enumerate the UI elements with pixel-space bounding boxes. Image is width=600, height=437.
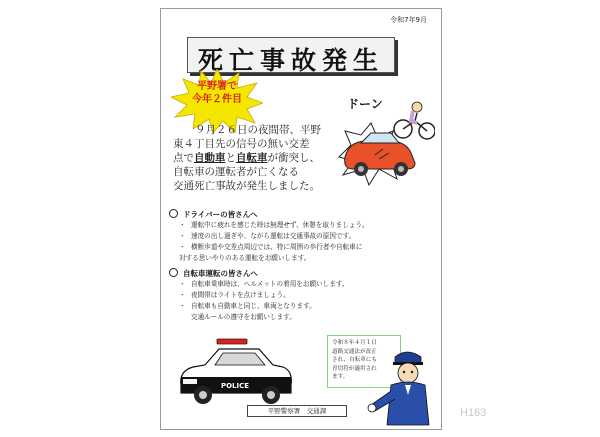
drivers-item-3: 横断歩道や交差点周辺では、特に周囲の歩行者や自転車に xyxy=(191,243,363,251)
notice-line-2: 道路交通法が改正 xyxy=(332,348,377,355)
cyclists-item-3: 自転車も自動車と同じ、車両となります。 xyxy=(191,302,316,310)
cyclists-heading-text: 自転車運転の皆さんへ xyxy=(183,269,258,278)
police-car-illustration xyxy=(175,333,295,409)
title-box xyxy=(187,37,395,73)
story-bike-word: 自転車 xyxy=(236,152,268,164)
notice-line-3: され、自転車にも xyxy=(332,357,378,363)
story-line-3 xyxy=(173,151,349,165)
cyclists-list xyxy=(179,279,437,323)
drivers-heading xyxy=(169,209,257,220)
story-line-4: 自転車の運転者が亡くなる xyxy=(173,166,299,178)
drivers-heading-text: ドライバーの皆さんへ xyxy=(183,210,258,219)
burst-line-1: 平野署で xyxy=(197,81,237,92)
cyclists-item-2: 夜間帯はライトを点けましょう。 xyxy=(191,291,290,299)
cyclists-item-3-cont: 交通ルールの遵守をお願いします。 xyxy=(191,313,296,321)
notice-line-5: ます。 xyxy=(332,374,349,380)
document-id: H163 xyxy=(460,407,487,419)
police-car-text: POLICE xyxy=(220,382,250,390)
story-line-3-and: と xyxy=(225,152,236,164)
list-item: ・ 運転中に疲れを感じた時は無理せず、休憩を取りましょう。 xyxy=(179,221,369,229)
flyer-sheet xyxy=(160,8,442,430)
flyer-title: 死亡事故発生 xyxy=(197,46,384,75)
circle-bullet-icon xyxy=(169,209,178,218)
notice-line-1: 令和８年４月１日 xyxy=(332,340,377,346)
story-car-word: 自動車 xyxy=(194,152,226,164)
cyclists-item-1: 自転車乗車時は、ヘルメットの着用をお願いします。 xyxy=(191,280,349,288)
list-item: ・ 速度の出し過ぎや、ながら運転は交通事故の原因です。 xyxy=(179,232,356,240)
story-line-3-pre: 点で xyxy=(173,152,194,164)
list-item: ・ 夜間帯はライトを点けましょう。 xyxy=(179,291,290,299)
cyclists-heading xyxy=(169,268,258,279)
list-item: ・ 横断歩道や交差点周辺では、特に周囲の歩行者や自転車に xyxy=(179,243,363,251)
drivers-item-2: 速度の出し過ぎや、ながら運転は交通事故の原因です。 xyxy=(191,232,356,240)
story-line-1: ９月２６日の夜間帯、平野 xyxy=(195,124,321,136)
story-line-3-post: が衝突し、 xyxy=(267,152,320,164)
drivers-item-1: 運転中に疲れを感じた時は無理せず、休憩を取りましょう。 xyxy=(191,221,369,229)
notice-line-4: 青切符が適用され xyxy=(332,365,377,372)
list-item: ・ 自転車乗車時は、ヘルメットの着用をお願いします。 xyxy=(179,280,349,288)
issue-date: 令和7年9月 xyxy=(390,16,427,24)
story-line-5: 交通死亡事故が発生しました。 xyxy=(173,180,320,192)
burst-label xyxy=(171,80,263,106)
police-station-label: 平野警察署 交通課 xyxy=(247,405,347,417)
police-officer-illustration xyxy=(367,347,435,427)
burst-line-2: 今年２件目 xyxy=(192,94,242,105)
circle-bullet-icon xyxy=(169,268,178,277)
incident-story xyxy=(173,123,349,193)
crash-sound-label: ドーン xyxy=(347,97,383,111)
story-line-2: 東４丁目先の信号の無い交差 xyxy=(173,138,310,150)
list-item: ・ 自転車も自動車と同じ、車両となります。 xyxy=(179,302,316,310)
drivers-list xyxy=(179,220,437,264)
drivers-item-3-cont: 対する思いやりのある運転をお願いします。 xyxy=(179,254,311,262)
